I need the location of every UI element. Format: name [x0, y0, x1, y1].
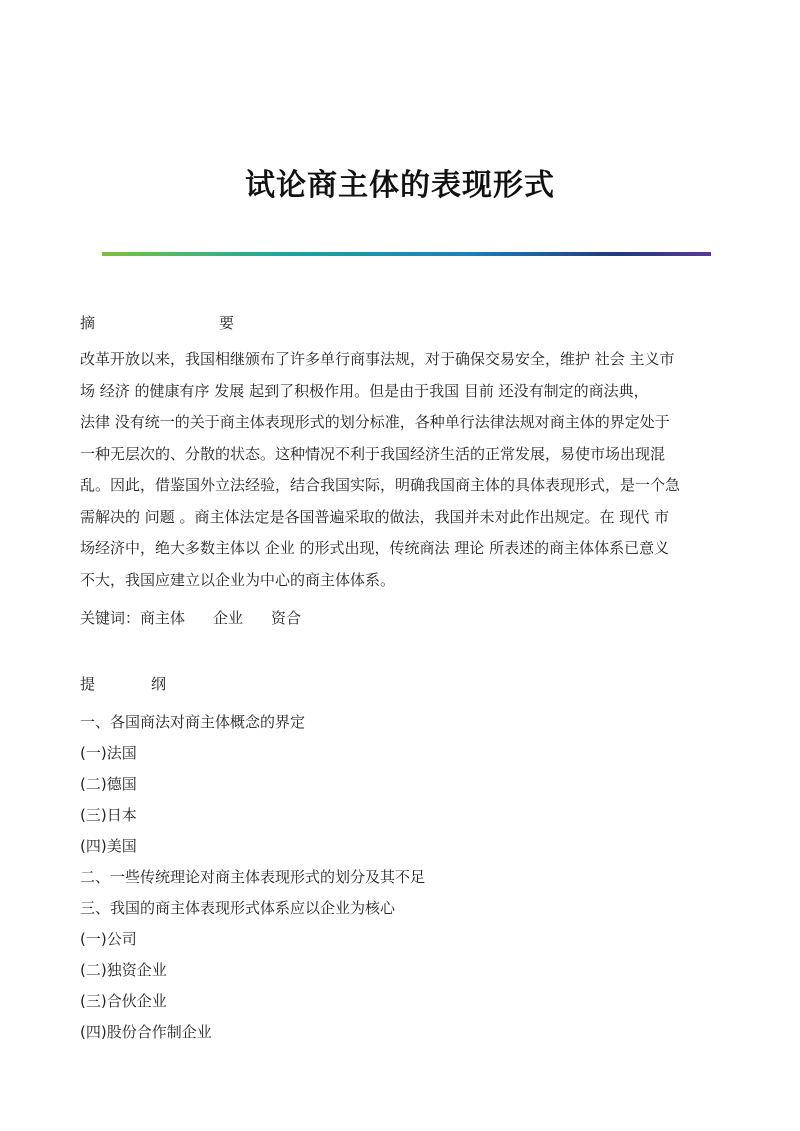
outline-item: (一)法国: [80, 744, 137, 762]
page-title: 试论商主体的表现形式: [245, 168, 555, 203]
outline-item: 二、一些传统理论对商主体表现形式的划分及其不足: [80, 868, 426, 886]
outline-heading-right: 纲: [151, 675, 167, 693]
outline-item: (三)合伙企业: [80, 992, 167, 1010]
outline-heading: [80, 673, 166, 694]
outline-item: (四)股份合作制企业: [80, 1023, 212, 1041]
abstract-line: 法律 没有统一的关于商主体表现形式的划分标准，各种单行法律法规对商主体的界定处于: [80, 413, 670, 431]
outline-item: 三、我国的商主体表现形式体系应以企业为核心: [80, 899, 396, 917]
outline-heading-left: 提: [80, 675, 96, 693]
keyword: 资合: [271, 609, 302, 627]
outline-item: (二)独资企业: [80, 961, 167, 979]
keyword: 商主体: [140, 609, 186, 627]
outline-item: (二)德国: [80, 775, 137, 793]
keyword: 企业: [213, 609, 244, 627]
abstract-line: 一种无层次的、分散的状态。这种情况不利于我国经济生活的正常发展，易使市场出现混: [80, 444, 666, 463]
abstract-line: 需解决的 问题 。商主体法定是各国普遍采取的做法，我国并未对此作出规定。在 现代 市: [80, 507, 670, 526]
abstract-body: [80, 344, 725, 596]
outline-item: (三)日本: [80, 806, 137, 824]
outline-item: 一、各国商法对商主体概念的界定: [80, 713, 306, 731]
abstract-line: 不大，我国应建立以企业为中心的商主体体系。: [80, 570, 396, 589]
abstract-line: 场 经济 的健康有序 发展 起到了积极作用。但是由于我国 目前 还没有制定的商法典，: [80, 381, 649, 400]
keywords-label: 关键词：: [80, 609, 141, 627]
abstract-line: 乱。因此，借鉴国外立法经验，结合我国实际，明确我国商主体的具体表现形式，是一个急: [80, 476, 681, 494]
keywords: [80, 607, 329, 628]
outline-item: (一)公司: [80, 930, 137, 948]
abstract-line: 场经济中，绝大多数主体以 企业 的形式出现，传统商法 理论 所表述的商主体体系已意义: [80, 539, 670, 557]
abstract-heading-left: 摘: [80, 314, 96, 332]
outline-item: (四)美国: [80, 837, 137, 855]
abstract-line: 改革开放以来，我国相继颁布了许多单行商事法规，对于确保交易安全，维护 社会 主义市: [80, 350, 675, 368]
abstract-heading-right: 要: [219, 314, 235, 332]
outline-list: [80, 710, 425, 1051]
title-divider: [102, 252, 711, 256]
abstract-heading: [80, 312, 234, 333]
